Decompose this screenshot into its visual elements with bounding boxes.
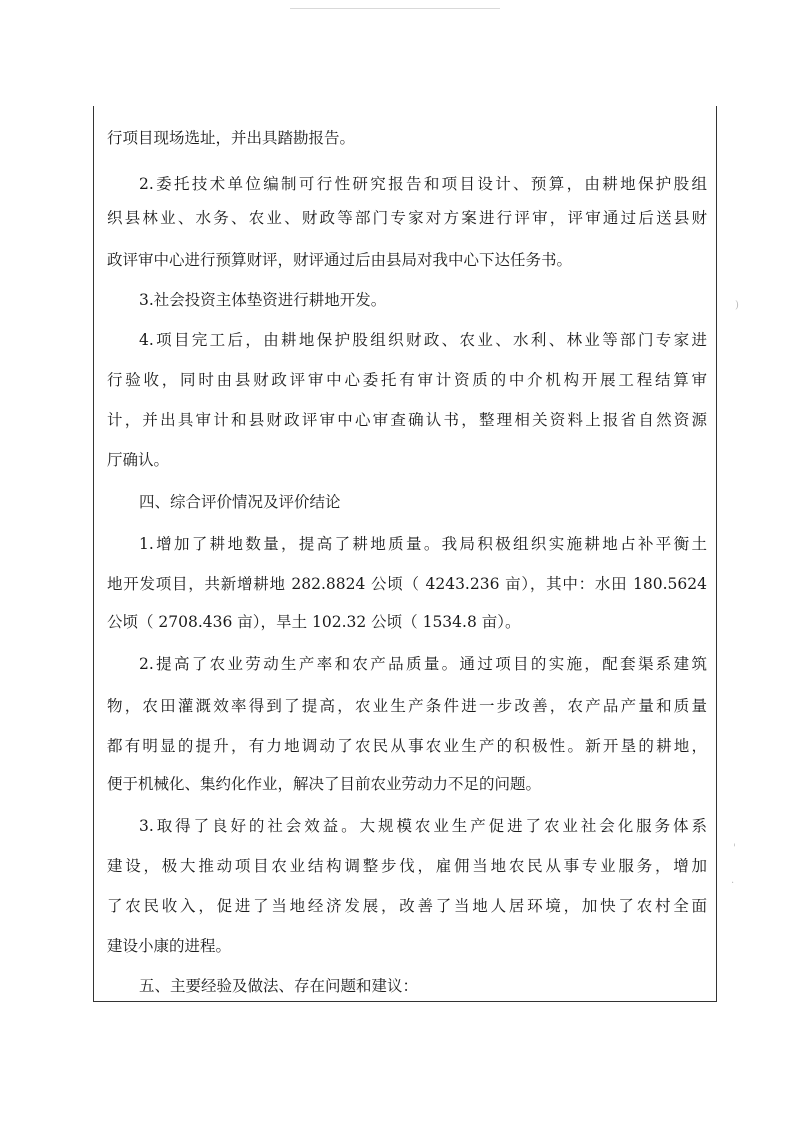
text-line: 政评审中心进行预算财评，财评通过后由县局对我中心下达任务书。 — [107, 251, 573, 269]
text-line: 建设小康的进程。 — [107, 937, 232, 955]
text-line: 织县林业、水务、农业、财政等部门专家对方案进行评审，评审通过后送县财 — [107, 209, 707, 227]
text-line: 公顷（ 2708.436 亩），旱土 102.32 公顷（ 1534.8 亩）。 — [107, 613, 521, 631]
text-line: 建设，极大推动项目农业结构调整步伐，雇佣当地农民从事专业服务，增加 — [107, 857, 707, 875]
text-line: 地开发项目，共新增耕地 282.8824 公顷（ 4243.236 亩），其中：水田 180.5624 — [107, 575, 707, 593]
scan-edge-mark — [290, 8, 500, 9]
text-line: 都有明显的提升，有力地调动了农民从事农业生产的积极性。新开垦的耕地， — [107, 737, 707, 755]
text-line: 了农民收入，促进了当地经济发展，改善了当地人居环境，加快了农村全面 — [107, 897, 707, 915]
text-line: 3.社会投资主体垫资进行耕地开发。 — [139, 291, 387, 309]
scan-speck: ' — [733, 843, 736, 854]
text-line: 物，农田灌溉效率得到了提高，农业生产条件进一步改善，农产品产量和质量 — [107, 697, 707, 715]
text-line: 4.项目完工后，由耕地保护股组织财政、农业、水利、林业等部门专家进 — [139, 331, 707, 349]
scan-speck: ) — [735, 300, 739, 311]
scan-speck: · — [731, 878, 735, 889]
section-heading: 四、综合评价情况及评价结论 — [139, 493, 341, 511]
text-line: 行项目现场选址，并出具踏勘报告。 — [107, 129, 356, 147]
text-line: 2.提高了农业劳动生产率和农产品质量。通过项目的实施，配套渠系建筑 — [139, 655, 707, 673]
text-line: 2.委托技术单位编制可行性研究报告和项目设计、预算，由耕地保护股组 — [139, 175, 707, 193]
text-line: 行验收，同时由县财政评审中心委托有审计资质的中介机构开展工程结算审 — [107, 371, 707, 389]
text-line: 计，并出具审计和县财政评审中心审查确认书，整理相关资料上报省自然资源 — [107, 411, 707, 429]
text-line: 1.增加了耕地数量，提高了耕地质量。我局积极组织实施耕地占补平衡土 — [139, 535, 707, 553]
text-line: 便于机械化、集约化作业，解决了目前农业劳动力不足的问题。 — [107, 775, 542, 793]
section-heading: 五、主要经验及做法、存在问题和建议： — [139, 977, 419, 995]
text-line: 3.取得了良好的社会效益。大规模农业生产促进了农业社会化服务体系 — [139, 817, 707, 835]
text-line: 厅确认。 — [107, 451, 170, 469]
